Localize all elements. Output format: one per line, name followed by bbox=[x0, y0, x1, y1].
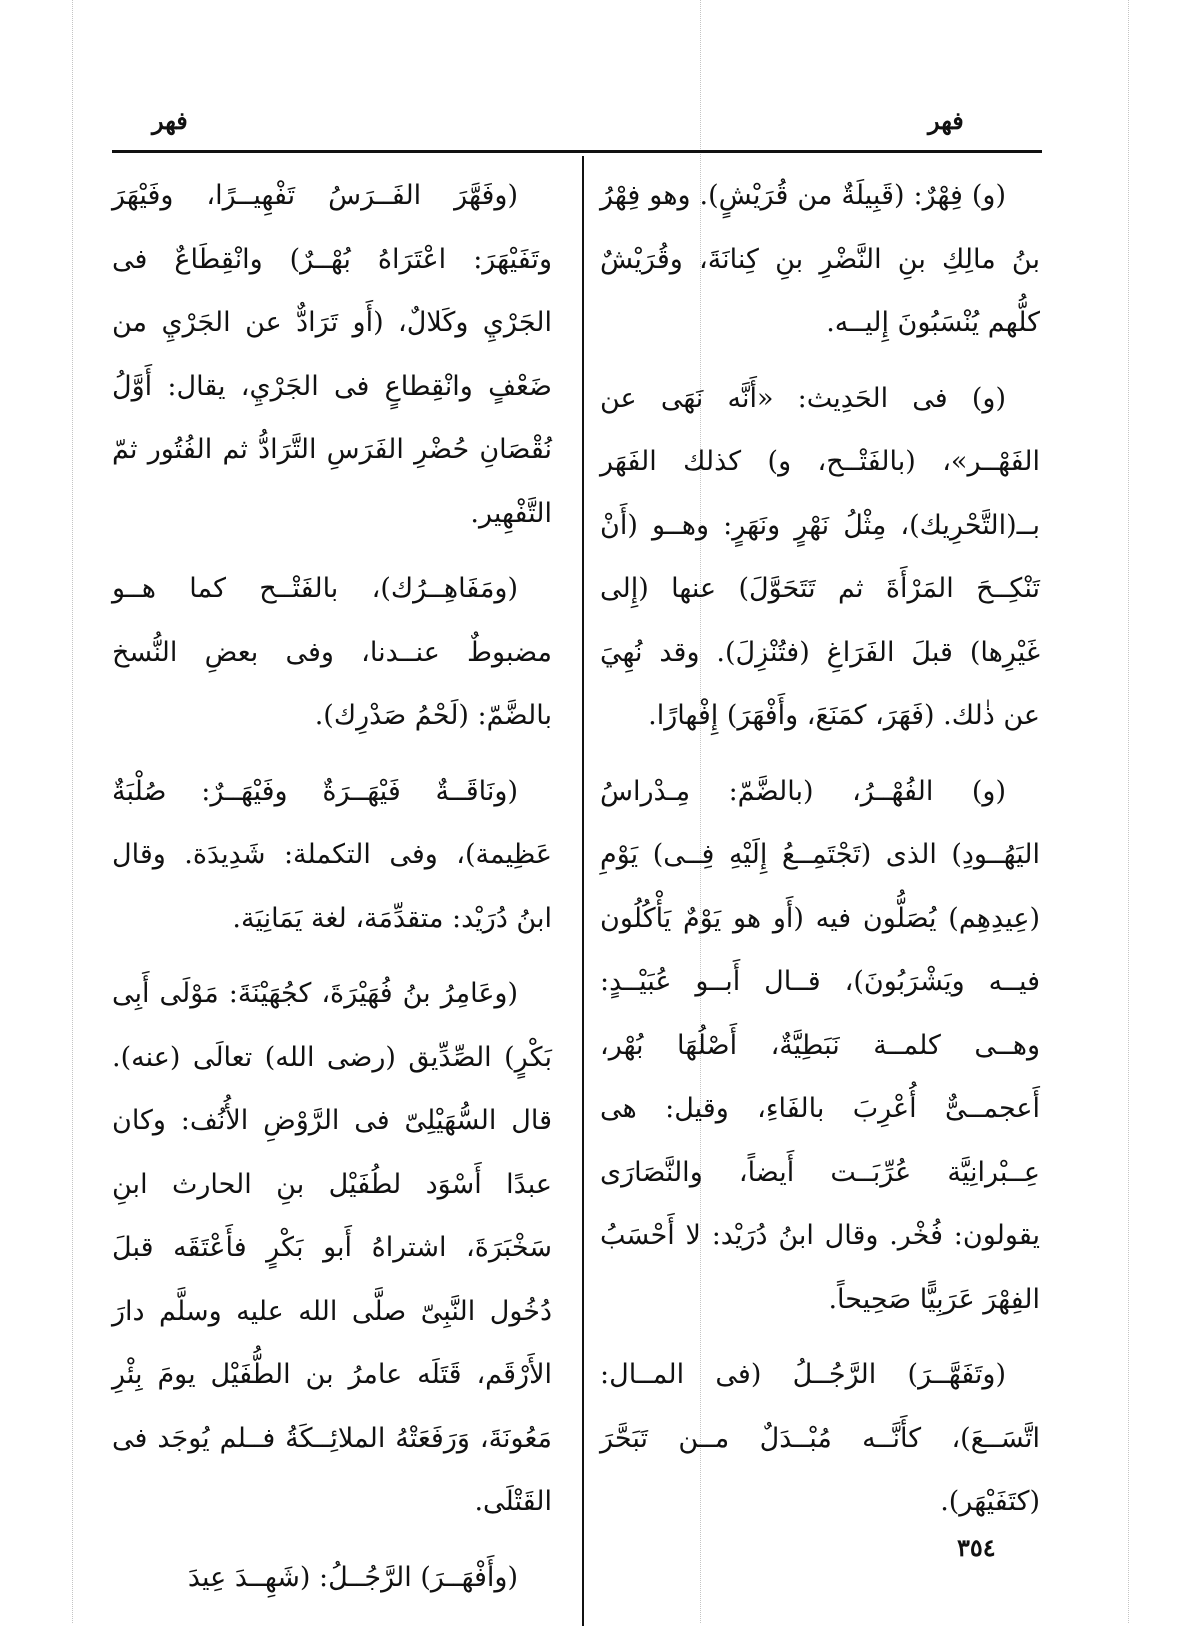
page-number: ٣٥٤ bbox=[957, 1533, 996, 1562]
entry-paragraph: (وأَفْهَــرَ) الرَّجُــلُ: (شَهِــدَ عِيدَ bbox=[187, 1561, 518, 1593]
right-column bbox=[600, 164, 1040, 1546]
margin-dotted-line bbox=[72, 0, 73, 1623]
header-right-word: فهر bbox=[928, 106, 964, 135]
margin-dotted-line bbox=[1128, 0, 1129, 1623]
entry-paragraph: (وعَامِرُ بنُ فُهَيْرَةَ، كجُهَيْنَةَ: مَوْلَى أَبِى بَكْرٍ) الصِّدِّيق (رضى الله) تعالَى (عنه). قال السُّهَيْلِىّ فى الرَّوْضِ الأُنُف: وكان عبدًا أَسْوَد لطُفَيْل بنِ الحارث ابنِ سَخْبَرَةَ، اشتراهُ أَبو بَكْرٍ فأَعْتَقَه قبلَ دُخُول النَّبِىّ صلَّى الله عليه وسلَّم دارَ الأَرْقَم، قَتَلَه عامرُ بن الطُّفَيْل يومَ بِئْرِ مَعُونَةَ، وَرَفَعَتْهُ الملائِــكَةُ فــلم يُوجَد فى القَتْلَى. bbox=[112, 978, 552, 1517]
entry-paragraph: (و) فِهْرٌ: (قَبِيلَةٌ من قُرَيْشٍ). وهو فِهْرُ بنُ مالِكِ بنِ النَّضْرِ بنِ كِنانَةَ، وقُرَيْشٌ كلُّهم يُنْسَبُونَ إِليــه. bbox=[600, 180, 1040, 338]
header-left-word: فهر bbox=[152, 106, 188, 135]
entry-paragraph: (وتَفَهَّــرَ) الرَّجُــلُ (فى المــال: اتَّسَــعَ)، كأَنَّــه مُبْــدَلٌ مــن تَبَحَّرَ (كتَفَيْهَر). bbox=[600, 1359, 1040, 1517]
entry-paragraph: (ومَفَاهِــرُك)، بالفَتْــح كما هــو مضبوطٌ عنــدنا، وفى بعضِ النُّسخ بالضَّمّ: (لَحْمُ صَدْرِك). bbox=[112, 573, 552, 731]
column-divider bbox=[582, 156, 584, 1626]
left-column bbox=[112, 164, 552, 1621]
header-rule bbox=[112, 150, 1042, 153]
entry-paragraph: (و) فى الحَدِيث: «أَنَّه نَهَى عن الفَهْــر»، (بالفَتْــح، و) كذلك الفَهَر بــ(التَّحْرِيك)، مِثْلُ نَهْرٍ ونَهَرٍ: وهــو (أَنْ تَنْكِــحَ المَرْأَةَ ثم تَتَحَوَّلَ) عنها (إِلى غَيْرِها) قبلَ الفَرَاغِ (فتُنْزِلَ). وقد نُهِيَ عن ذٰلك. (فَهَرَ، كمَنَعَ، وأَفْهَرَ) إِفْهارًا. bbox=[600, 382, 1040, 731]
entry-paragraph: (و) الفُهْــرُ، (بالضَّمّ: مِـدْراسُ اليَهُــودِ) الذى (تَجْتَمِــعُ إِلَيْهِ فِــى) يَوْمِ (عِيدِهِم) يُصَلُّون فيه (أَو هو يَوْمٌ يَأْكُلُون فيــه ويَشْرَبُونَ)، قــال أَبــو عُبَيْــدٍ: وهــى كلمــة نَبَطِيَّةٌ، أَصْلُهَا بُهْر، أَعجمــىٌّ أُعْرِبَ بالفَاءِ، وقيل: هى عِــبْرانِيَّة عُرِّبَــت أَيضاً، والنَّصَارَى يقولون: فُخْر. وقال ابنُ دُرَيْد: لا أَحْسَبُ الفِهْرَ عَرَبِيًّا صَحِيحاً. bbox=[600, 775, 1040, 1315]
entry-paragraph: (ونَاقَــةٌ فَيْهَــرَةٌ وفَيْهَــرٌ: صُلْبَةٌ عَظِيمة)، وفى التكملة: شَدِيدَة. وقال ابنُ دُرَيْد: متقدِّمَة، لغة يَمَانِيَة. bbox=[112, 775, 552, 934]
entry-paragraph: (وفَهَّرَ الفَــرَسُ تَفْهِيــرًا، وفَيْهَرَ وتَفَيْهَرَ: اعْتَرَاهُ بُهْــرٌ) وانْقِطَاعٌ فى الجَرْيِ وكَلالٌ، (أَو تَرَادٌّ عن الجَرْيِ من ضَعْفٍ وانْقِطاعٍ فى الجَرْيِ، يقال: أَوَّلُ نُقْصَانِ حُضْرِ الفَرَسِ التَّرَادُّ ثم الفُتُور ثمّ التَّفْهِير. bbox=[112, 180, 552, 529]
